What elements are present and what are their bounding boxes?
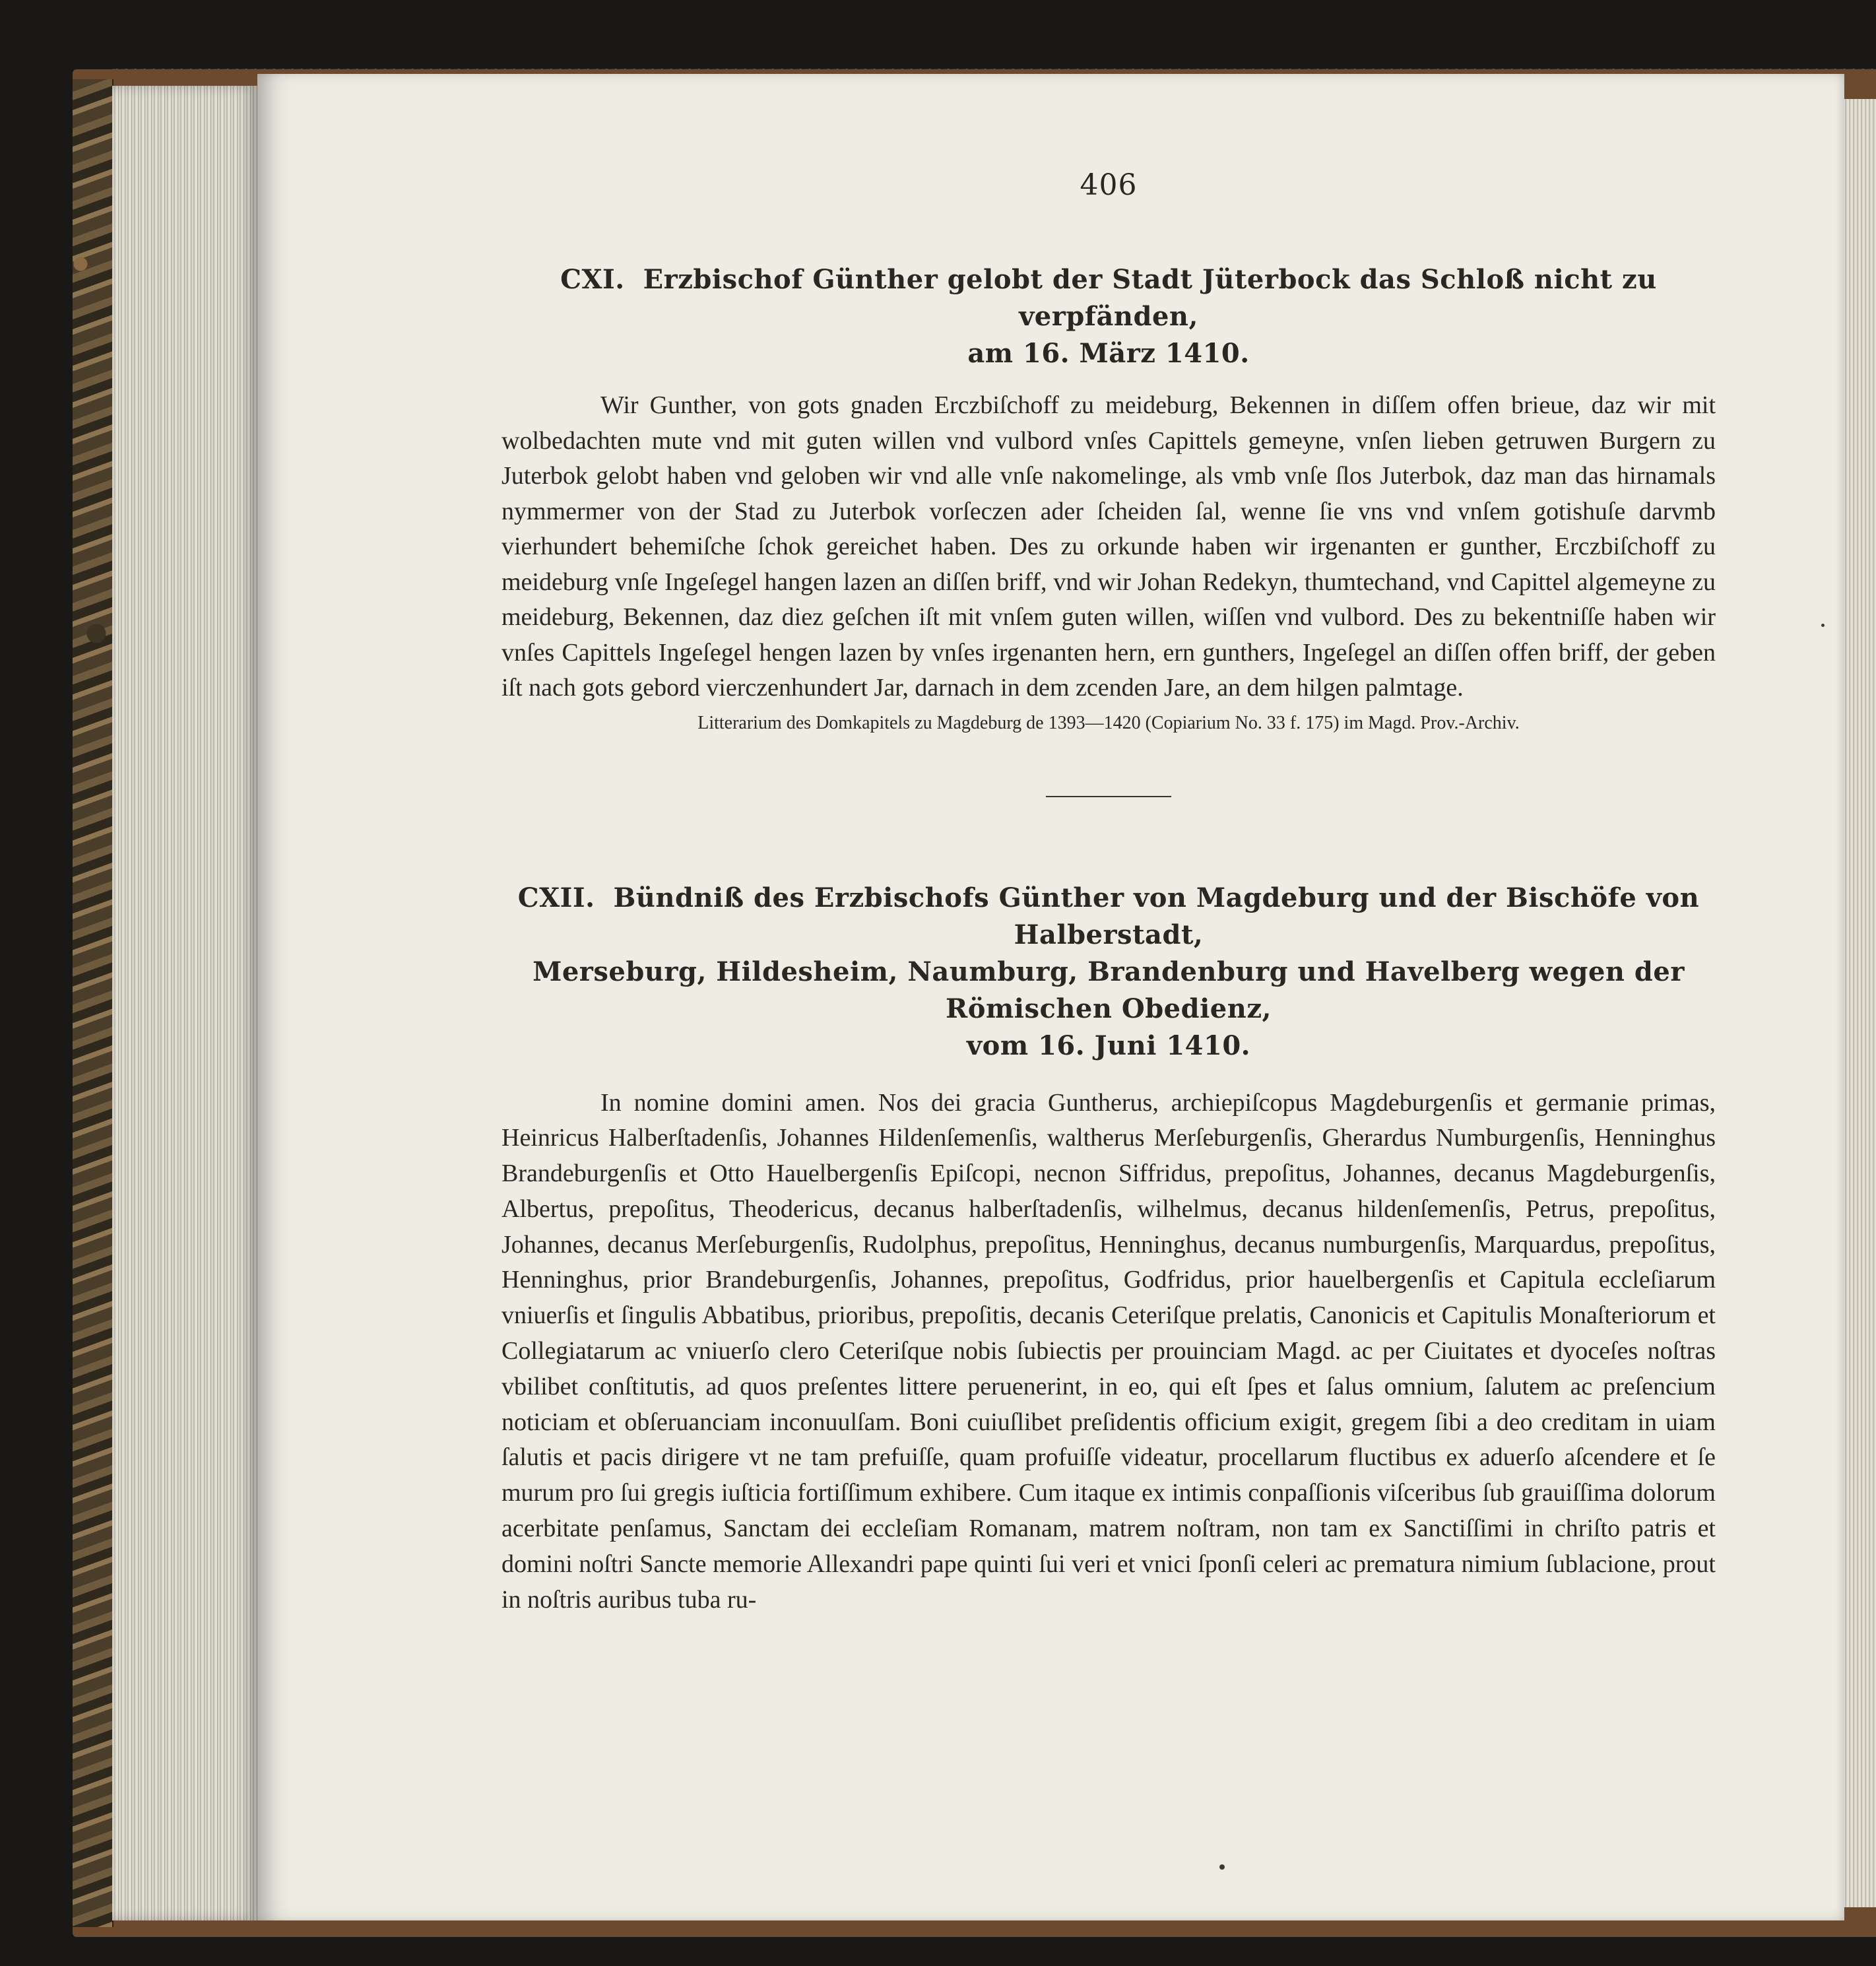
source-note: Litterarium des Domkapitels zu Magdeburg de 1393—1420 (Copiarium No. 33 f. 175) im Magd. Prov.-Archiv.	[697, 712, 1520, 733]
document-body: Wir Gunther, von gots gnaden Erczbiſchoff zu meideburg, Bekennen in diſſem offen brieue, daz wir mit wolbedachten mute vnd mit guten willen vnd vulbord vnſes Capittels gemeyne, vnſen lieben getruwen Burgern zu Juterbok gelobt haben vnd geloben wir vnd alle vnſe nakomelinge, als vmb vnſe ſlos Juterbok, daz man das hirnamals nymmermer von der Stad zu Juterbok vorſeczen ader ſcheiden ſal, wenne ſie vns vnd vnſem gotishuſe darvmb vierhundert behemiſche ſchok gereichet haben. Des zu orkunde haben wir irgenanten er gunther, Erczbiſchoff zu meideburg vnſe Ingeſegel hangen lazen an diſſen briff, vnd wir Johan Redekyn, thumtechand, vnd Capittel algemeyne zu meideburg, Bekennen, daz diez geſchen iſt mit vnſem guten willen, wiſſen vnd vulbord. Des zu bekentniſſe haben wir vnſes Capittels Ingeſegel hengen lazen by vnſes irgenanten hern, ern gunthers, Ingeſegel an diſſen offen briff, der geben iſt nach gots gebord vierczenhundert Jar, darnach in dem zcenden Jare, an dem hilgen palmtage.	[501, 391, 1716, 702]
document-number: CXI.	[560, 264, 625, 295]
document-date-line: am 16. März 1410.	[967, 338, 1250, 369]
document-title-line: Bündniß des Erzbischofs Günther von Magdeburg und der Bischöfe von Halberstadt,	[613, 882, 1700, 950]
marbled-cover	[73, 79, 113, 1927]
document-title-line: Erzbischof Günther gelobt der Stadt Jüterbock das Schloß nicht zu verpfänden,	[643, 264, 1657, 332]
document-cxi	[501, 261, 1716, 737]
page-content	[501, 168, 1716, 1618]
page-number: 406	[1080, 168, 1138, 202]
paper-speck	[1821, 624, 1825, 627]
left-page-stack	[112, 86, 257, 1920]
document-title-line: Merseburg, Hildesheim, Naumburg, Brandenburg und Havelberg wegen der Römischen Obedienz,	[533, 956, 1685, 1024]
section-separator	[1046, 796, 1171, 797]
document-heading	[501, 880, 1716, 1065]
document-body: In nomine domini amen. Nos dei gracia Guntherus, archiepiſcopus Magdeburgenſis et germanie primas, Heinricus Halberſtadenſis, Johannes Hildenſemenſis, waltherus Merſeburgenſis, Gherardus Numburgenſis, Henninghus Brandeburgenſis et Otto Hauelbergenſis Epiſcopi, necnon Siffridus, prepoſitus, Johannes, decanus Magdeburgenſis, Albertus, prepoſitus, Theodericus, decanus halberſtadenſis, wilhelmus, decanus hildenſemenſis, Petrus, prepoſitus, Johannes, decanus Merſeburgenſis, Rudolphus, prepoſitus, Henninghus, decanus numburgenſis, Marquardus, prepoſitus, Henninghus, prior Brandeburgenſis, Johannes, prepoſitus, Godfridus, prior hauelbergenſis et Capitula eccleſiarum vniuerſis et ſingulis Abbatibus, prioribus, prepoſitis, decanis Ceteriſque prelatis, Canonicis et Capitulis Monaſteriorum et Collegiatarum ac vniuerſo clero Ceteriſque nobis ſubiectis per prouinciam Magd. ac per Ciuitates et dyoceſes noſtras vbilibet conſtitutis, ad quos preſentes littere peruenerint, in eo, qui eſt ſpes et ſalus omnium, ſalutem ac preſencium noticiam et obſeruanciam inconuulſam. Boni cuiuſlibet preſidentis officium exigit, gregem ſibi a deo creditam in uiam ſalutis et pacis dirigere vt ne tam prefuiſſe, quam profuiſſe videatur, procellarum fluctibus ex aduerſo aſcendere et ſe murum pro ſui gregis iuſticia fortiſſimum exhibere. Cum itaque ex intimis conpaſſionis viſceribus ſub grauiſſima dolorum acerbitate penſamus, Sanctam dei eccleſiam Romanam, matrem noſtram, non tam ex Sanctiſſimi in chriſto patris et domini noſtri Sancte memorie Allexandri pape quinti ſui veri et vnici ſponſi celeri ac prematura nimium ſublacione, prout in noſtris auribus tuba ru-	[501, 1088, 1716, 1614]
document-number: CXII.	[517, 882, 595, 913]
paper-speck	[1219, 1864, 1225, 1870]
document-date-line: vom 16. Juni 1410.	[966, 1030, 1251, 1061]
document-heading	[501, 261, 1716, 372]
document-cxii	[501, 880, 1716, 1618]
